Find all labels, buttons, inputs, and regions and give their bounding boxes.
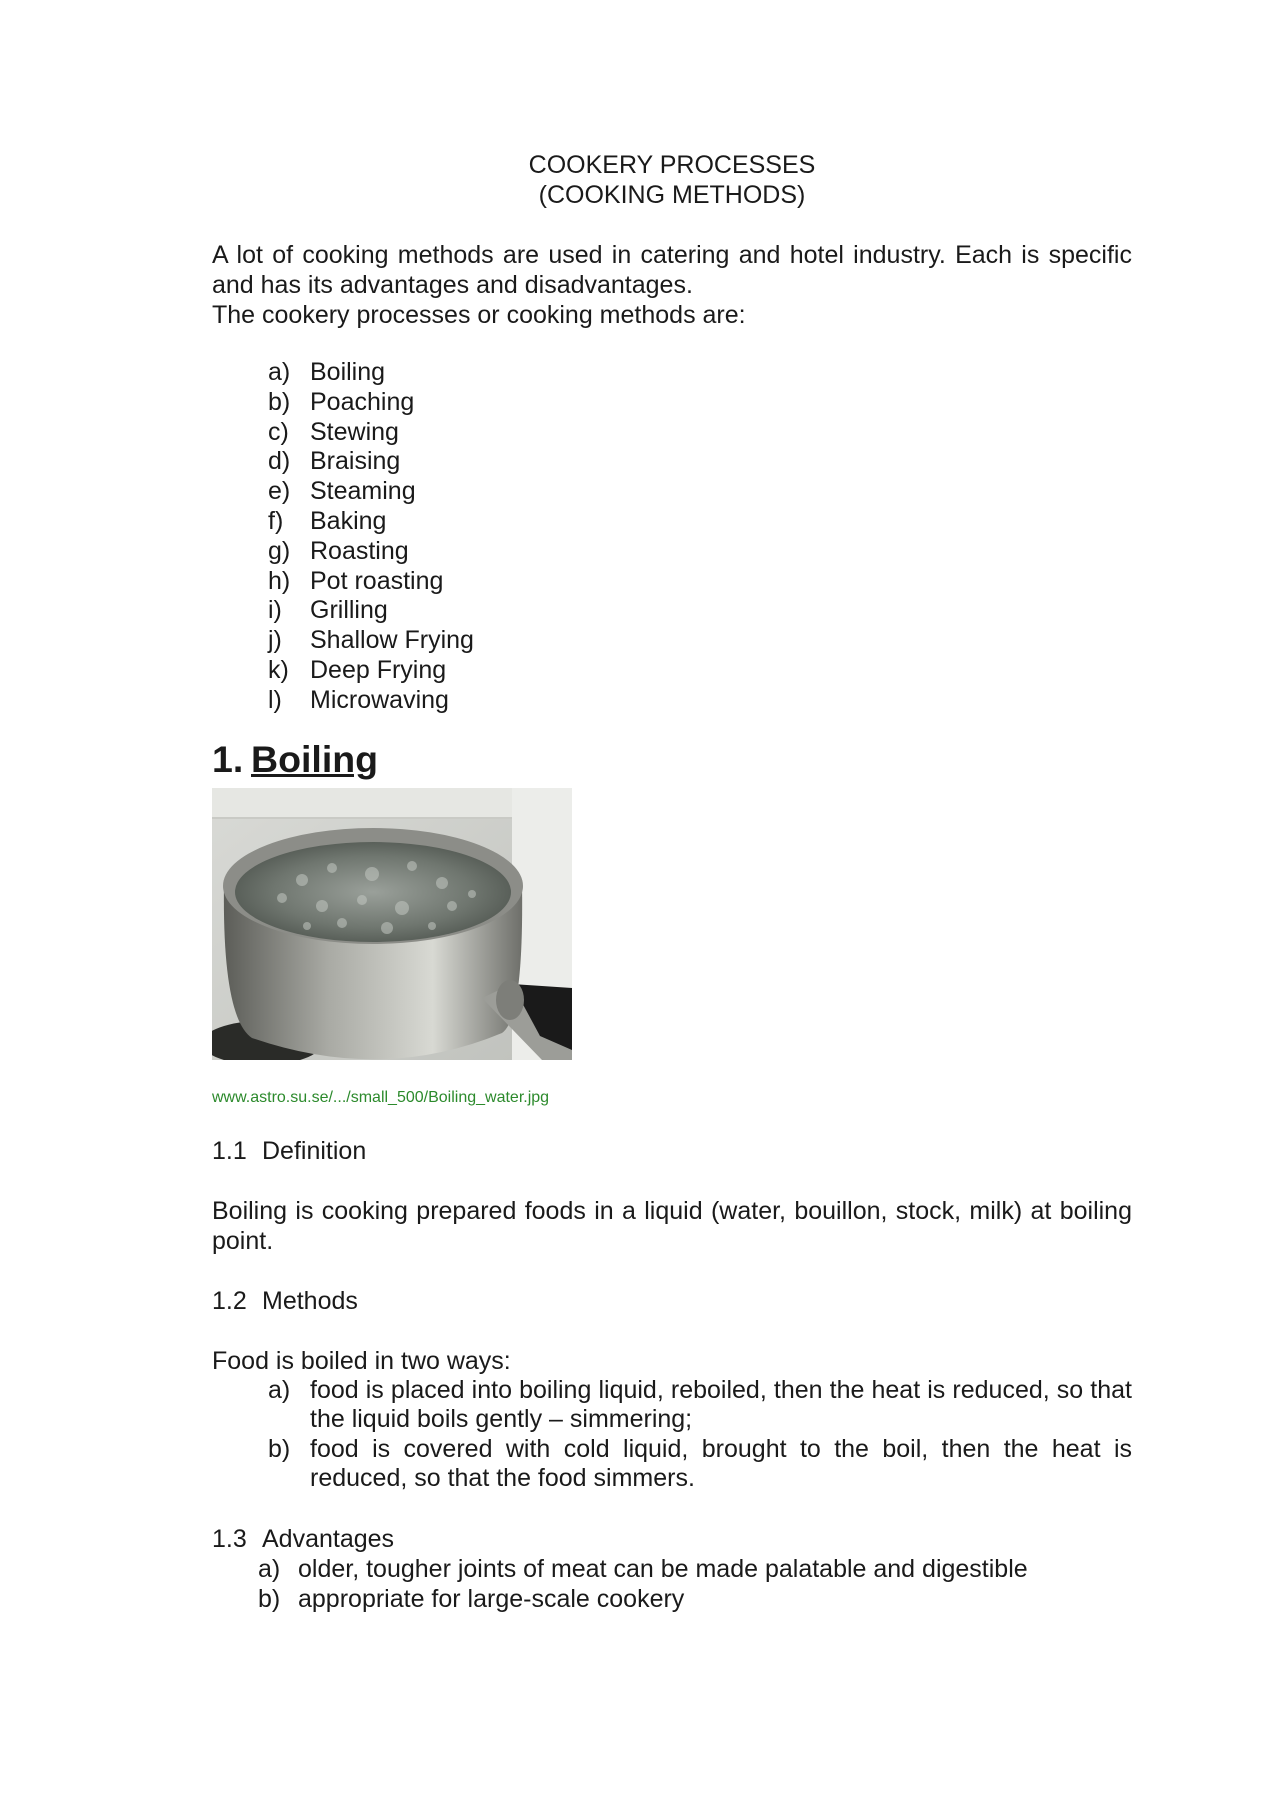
list-item bbox=[268, 626, 1132, 656]
list-item-label: i) bbox=[268, 596, 282, 625]
list-item-label: l) bbox=[268, 685, 282, 714]
list-item bbox=[268, 567, 1132, 597]
methods-intro: Food is boiled in two ways: bbox=[212, 1346, 511, 1375]
definition-text: Boiling is cooking prepared foods in a liquid (water, bouillon, stock, milk) at boiling point. bbox=[212, 1196, 1132, 1255]
list-item bbox=[268, 477, 1132, 507]
list-item-label: b) bbox=[268, 1434, 291, 1463]
list-item-text: food is covered with cold liquid, brought to the boil, then the heat is reduced, so that the food simmers. bbox=[310, 1434, 1132, 1493]
list-item-text: Braising bbox=[310, 447, 401, 476]
list-item-label: e) bbox=[268, 477, 291, 506]
list-item-label: f) bbox=[268, 506, 284, 535]
image-caption-source: www.astro.su.se/.../small_500/Boiling_water.jpg bbox=[212, 1088, 550, 1106]
list-item-text: Microwaving bbox=[310, 685, 449, 714]
subsection-heading-definition bbox=[212, 1136, 1132, 1166]
list-item bbox=[268, 1376, 1132, 1435]
list-item bbox=[258, 1584, 1132, 1614]
list-item-label: a) bbox=[258, 1554, 281, 1583]
list-item-text: Grilling bbox=[310, 596, 388, 625]
section-title: Boiling bbox=[251, 737, 379, 780]
subsection-title: Advantages bbox=[262, 1524, 395, 1553]
list-item bbox=[268, 1435, 1132, 1494]
list-item bbox=[268, 656, 1132, 686]
list-item bbox=[268, 388, 1132, 418]
list-item-text: appropriate for large-scale cookery bbox=[298, 1584, 685, 1613]
list-item bbox=[268, 596, 1132, 626]
document-title-line1: COOKERY PROCESSES bbox=[528, 151, 816, 179]
list-item-label: a) bbox=[268, 358, 291, 386]
list-item-text: Deep Frying bbox=[310, 655, 447, 684]
intro-line: The cookery processes or cooking methods are: bbox=[212, 301, 746, 329]
list-item-text: Steaming bbox=[310, 477, 416, 506]
document-title-line2: (COOKING METHODS) bbox=[538, 181, 806, 209]
list-item-text: Roasting bbox=[310, 536, 409, 565]
subsection-heading-methods bbox=[212, 1286, 1132, 1316]
section-heading-boiling bbox=[212, 737, 1132, 780]
list-item-label: a) bbox=[268, 1375, 291, 1404]
list-item-label: d) bbox=[268, 447, 291, 476]
list-item-text: food is placed into boiling liquid, reboiled, then the heat is reduced, so that the liquid boils gently – simmering; bbox=[310, 1375, 1132, 1434]
subsection-heading-advantages bbox=[212, 1524, 1132, 1554]
list-item-text: Shallow Frying bbox=[310, 626, 474, 655]
boiling-water-pot-image bbox=[212, 788, 572, 1060]
list-item-text: Baking bbox=[310, 506, 387, 535]
section-number: 1. bbox=[212, 737, 244, 780]
list-item-label: j) bbox=[268, 626, 282, 655]
list-item bbox=[268, 447, 1132, 477]
advantages-list bbox=[212, 1554, 1132, 1614]
list-item-text: older, tougher joints of meat can be made palatable and digestible bbox=[298, 1554, 1028, 1583]
subsection-number: 1.1 bbox=[212, 1136, 247, 1165]
list-item-label: g) bbox=[268, 536, 291, 565]
list-item-text: Poaching bbox=[310, 387, 415, 416]
list-item-text: Boiling bbox=[310, 358, 386, 386]
list-item bbox=[268, 358, 1132, 388]
list-item bbox=[258, 1554, 1132, 1584]
list-item-label: b) bbox=[258, 1584, 281, 1613]
list-item bbox=[268, 537, 1132, 567]
list-item-label: h) bbox=[268, 566, 291, 595]
list-item-label: b) bbox=[268, 387, 291, 416]
list-item-text: Pot roasting bbox=[310, 566, 444, 595]
subsection-number: 1.3 bbox=[212, 1524, 247, 1553]
subsection-title: Definition bbox=[262, 1136, 367, 1165]
list-item-label: k) bbox=[268, 655, 289, 684]
list-item bbox=[268, 418, 1132, 448]
list-item bbox=[268, 507, 1132, 537]
subsection-title: Methods bbox=[262, 1286, 358, 1315]
boiling-methods-list bbox=[212, 1376, 1132, 1494]
subsection-number: 1.2 bbox=[212, 1286, 247, 1315]
list-item-text: Stewing bbox=[310, 417, 399, 446]
cooking-methods-list bbox=[212, 358, 1132, 716]
intro-paragraph: A lot of cooking methods are used in catering and hotel industry. Each is specific and has its advantages and disadvantages. bbox=[212, 241, 1132, 299]
document-page bbox=[212, 150, 1132, 1614]
list-item bbox=[268, 686, 1132, 716]
list-item-label: c) bbox=[268, 417, 289, 446]
